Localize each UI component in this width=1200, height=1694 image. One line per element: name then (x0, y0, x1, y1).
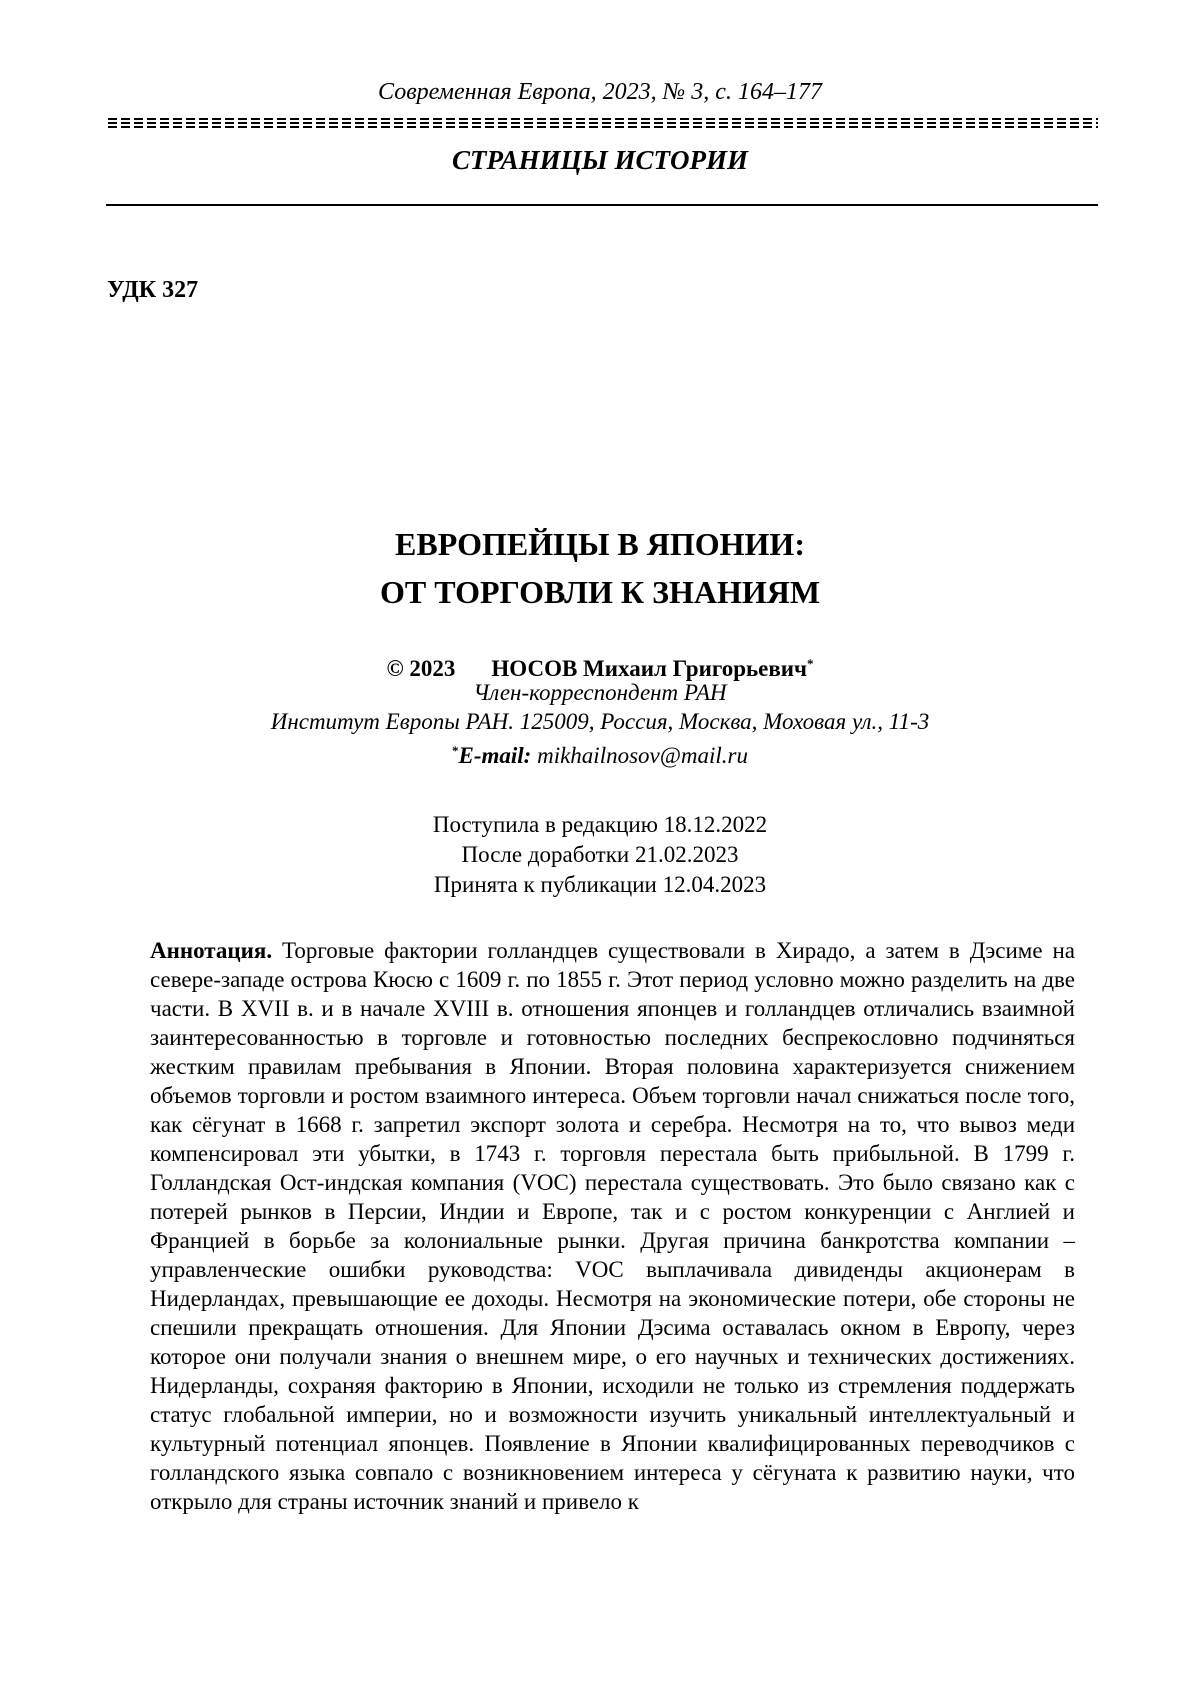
author-affiliation: Институт Европы РАН. 125009, Россия, Москва, Моховая ул., 11-3 (270, 709, 930, 734)
email-marker: * (452, 743, 459, 758)
date-revised: После доработки 21.02.2023 (461, 842, 739, 867)
udc-code: УДК 327 (107, 277, 199, 303)
copyright: © 2023 (386, 656, 456, 681)
email-address[interactable]: mikhailnosov@mail.ru (537, 743, 748, 768)
section-title: СТРАНИЦЫ ИСТОРИИ (451, 145, 749, 175)
abstract-text: Торговые фактории голландцев существовали в Хирадо, а затем в Дэсиме на севере-западе острова Кюсю с 1609 г. по 1855 г. Этот период условно можно разделить на две части. В XVII в. и в начале XVIII в. отношения японцев и голландцев отличались взаимной заинтересованностью в торговле и готовностью последних беспрекословно подчиняться жестким правилам пребывания в Японии. Вторая половина характеризуется снижением объемов торговли и ростом взаимного интереса. Объем торговли начал снижаться после того, как сёгунат в 1668 г. запретил экспорт золота и серебра. Несмотря на то, что вывоз меди компенсировал эти убытки, в 1743 г. торговля перестала быть прибыльной. В 1799 г. Голландская Ост-индская компания (VOC) перестала существовать. Это было связано как с потерей рынков в Персии, Индии и Европе, так и с ростом конкуренции с Англией и Францией в борьбе за колониальные рынки. Другая причина банкротства компании – управленческие ошибки руководства: VOC выплачивала дивиденды акционерам в Нидерландах, превышающие ее доходы. Несмотря на экономические потери, обе стороны не спешили прекращать отношения. Для Японии Дэсима оставалась окном в Европу, через которое они получали знания о внешнем мире, о его научных и технических достижениях. Нидерланды, сохраняя факторию в Японии, исходили не только из стремления поддержать статус глобальной империи, но и возможности изучить уникальный интеллектуальный и культурный потенциал японцев. Появление в Японии квалифицированных переводчиков с голландского языка совпало с возникновением интереса у сёгуната к развитию науки, что открыло для страны источник знаний и привело к (150, 938, 1075, 1514)
article-title (0, 520, 1200, 616)
abstract (150, 936, 1075, 1516)
email-label: E-mail: (458, 743, 532, 768)
author-email-line (0, 737, 1200, 770)
article-title-line-1: ЕВРОПЕЙЦЫ В ЯПОНИИ: (395, 526, 805, 562)
date-received: Поступила в редакцию 18.12.2022 (432, 812, 768, 837)
date-accepted: Принята к публикации 12.04.2023 (433, 872, 767, 897)
journal-citation: Современная Европа, 2023, № 3, с. 164–177 (378, 79, 822, 105)
header-double-rule (108, 118, 1098, 128)
author-name: НОСОВ Михаил Григорьевич (491, 656, 808, 681)
publication-dates (0, 810, 1200, 900)
abstract-label: Аннотация. (150, 938, 273, 963)
article-title-line-2: ОТ ТОРГОВЛИ К ЗНАНИЯМ (379, 574, 821, 610)
header-bottom-rule (106, 204, 1098, 206)
author-position: Член-корреспондент РАН (473, 680, 727, 705)
author-marker: * (807, 656, 814, 671)
